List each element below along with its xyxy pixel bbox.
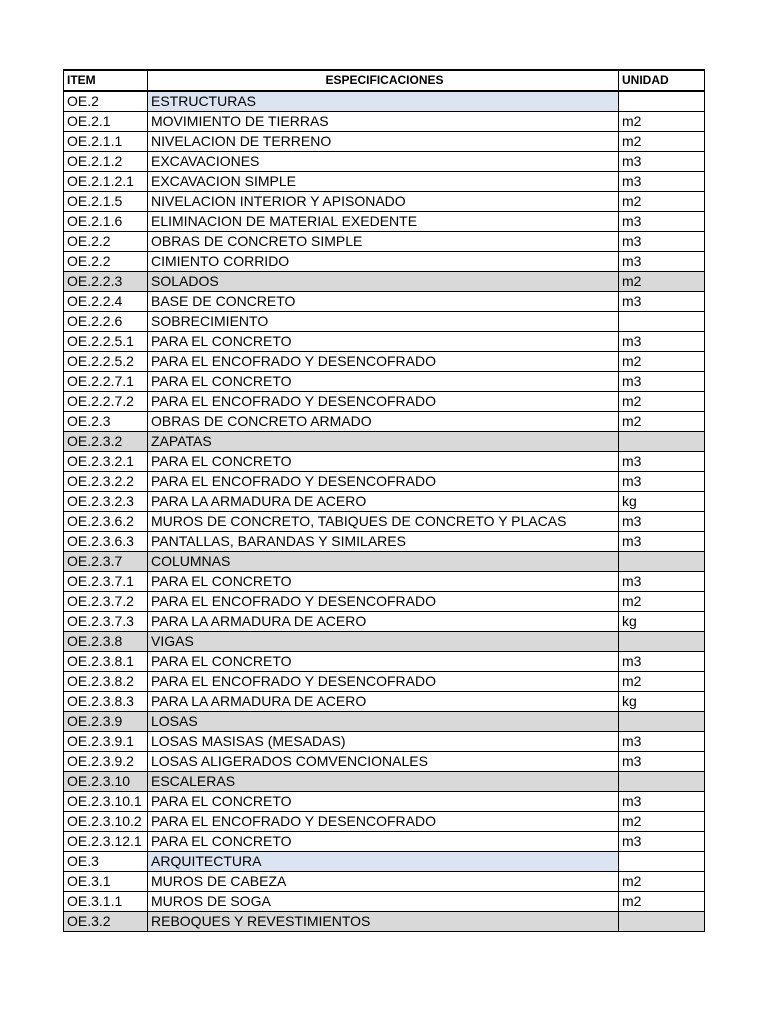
unit-cell[interactable]: m3 <box>619 472 705 492</box>
specification-cell[interactable]: CIMIENTO CORRIDO <box>148 252 619 272</box>
table-row <box>64 452 705 472</box>
specification-cell[interactable]: NIVELACION DE TERRENO <box>148 132 619 152</box>
item-cell[interactable]: OE.2.1 <box>64 112 148 132</box>
specification-cell[interactable]: PARA EL ENCOFRADO Y DESENCOFRADO <box>148 472 619 492</box>
item-cell[interactable]: OE.2.2.3 <box>64 272 148 292</box>
item-cell[interactable]: OE.2.3.9.2 <box>64 752 148 772</box>
unit-cell[interactable] <box>619 432 705 452</box>
item-cell[interactable]: OE.2.2.7.2 <box>64 392 148 412</box>
specification-cell[interactable]: PARA EL CONCRETO <box>148 652 619 672</box>
item-cell[interactable]: OE.2.1.1 <box>64 132 148 152</box>
item-cell[interactable]: OE.2.2.5.1 <box>64 332 148 352</box>
item-cell[interactable]: OE.2.2.5.2 <box>64 352 148 372</box>
table-row <box>64 892 705 912</box>
table-row <box>64 712 705 732</box>
unit-cell[interactable]: m2 <box>619 412 705 432</box>
item-cell[interactable]: OE.2.3.2.3 <box>64 492 148 512</box>
specification-cell[interactable]: ZAPATAS <box>148 432 619 452</box>
table-row <box>64 732 705 752</box>
item-cell[interactable]: OE.2.3.7.2 <box>64 592 148 612</box>
unit-cell[interactable]: m3 <box>619 832 705 852</box>
specification-cell[interactable]: LOSAS MASISAS (MESADAS) <box>148 732 619 752</box>
specification-cell[interactable]: ELIMINACION DE MATERIAL EXEDENTE <box>148 212 619 232</box>
table-row <box>64 352 705 372</box>
specification-cell[interactable]: VIGAS <box>148 632 619 652</box>
table-row <box>64 192 705 212</box>
specification-cell[interactable]: LOSAS <box>148 712 619 732</box>
specification-cell[interactable]: PARA EL CONCRETO <box>148 452 619 472</box>
specification-cell[interactable]: EXCAVACION SIMPLE <box>148 172 619 192</box>
table-row <box>64 312 705 332</box>
table-row <box>64 852 705 872</box>
item-cell[interactable]: OE.2.3.2 <box>64 432 148 452</box>
table-row <box>64 672 705 692</box>
specification-cell[interactable]: MOVIMIENTO DE TIERRAS <box>148 112 619 132</box>
item-cell[interactable]: OE.2.3.10.1 <box>64 792 148 812</box>
specification-cell[interactable]: PARA EL ENCOFRADO Y DESENCOFRADO <box>148 672 619 692</box>
table-row <box>64 652 705 672</box>
unit-cell[interactable] <box>619 852 705 872</box>
table-row <box>64 832 705 852</box>
table-row <box>64 632 705 652</box>
item-cell[interactable]: OE.2.1.2.1 <box>64 172 148 192</box>
item-cell[interactable]: OE.3.1 <box>64 872 148 892</box>
specification-cell[interactable]: COLUMNAS <box>148 552 619 572</box>
specification-cell[interactable]: REBOQUES Y REVESTIMIENTOS <box>148 912 619 932</box>
specifications-table <box>63 69 705 932</box>
unit-cell[interactable]: m3 <box>619 372 705 392</box>
item-cell[interactable]: OE.2.2.6 <box>64 312 148 332</box>
unit-cell[interactable]: m2 <box>619 272 705 292</box>
specification-cell[interactable]: NIVELACION INTERIOR Y APISONADO <box>148 192 619 212</box>
unit-cell[interactable] <box>619 632 705 652</box>
table-row <box>64 592 705 612</box>
item-cell[interactable]: OE.2.3.8.3 <box>64 692 148 712</box>
item-cell[interactable]: OE.3.2 <box>64 912 148 932</box>
table-row <box>64 552 705 572</box>
table-row <box>64 532 705 552</box>
specification-cell[interactable]: PARA EL ENCOFRADO Y DESENCOFRADO <box>148 812 619 832</box>
specification-cell[interactable]: PARA EL CONCRETO <box>148 372 619 392</box>
unit-cell[interactable]: m3 <box>619 332 705 352</box>
table-row <box>64 472 705 492</box>
unit-cell[interactable]: m2 <box>619 592 705 612</box>
item-cell[interactable]: OE.2.1.2 <box>64 152 148 172</box>
table-row <box>64 792 705 812</box>
specification-cell[interactable]: BASE DE CONCRETO <box>148 292 619 312</box>
item-cell[interactable]: OE.2.3.2.1 <box>64 452 148 472</box>
item-cell[interactable]: OE.2.2 <box>64 252 148 272</box>
table-row <box>64 112 705 132</box>
item-cell[interactable]: OE.2.3.8.1 <box>64 652 148 672</box>
unit-cell[interactable]: m2 <box>619 112 705 132</box>
table-row <box>64 492 705 512</box>
unit-cell[interactable]: m3 <box>619 172 705 192</box>
item-cell[interactable]: OE.2.3.12.1 <box>64 832 148 852</box>
header-row <box>64 70 705 91</box>
unit-cell[interactable] <box>619 912 705 932</box>
table-row <box>64 292 705 312</box>
table-row <box>64 412 705 432</box>
item-cell[interactable]: OE.2.3.10.2 <box>64 812 148 832</box>
item-cell[interactable]: OE.2.1.5 <box>64 192 148 212</box>
unit-cell[interactable]: kg <box>619 692 705 712</box>
table-row <box>64 692 705 712</box>
table-row <box>64 372 705 392</box>
item-cell[interactable]: OE.2.3.7.3 <box>64 612 148 632</box>
unit-cell[interactable]: m3 <box>619 452 705 472</box>
item-cell[interactable]: OE.2.1.6 <box>64 212 148 232</box>
specification-cell[interactable]: ESTRUCTURAS <box>148 91 619 112</box>
specification-cell[interactable]: OBRAS DE CONCRETO ARMADO <box>148 412 619 432</box>
item-cell[interactable]: OE.2.3.9 <box>64 712 148 732</box>
specification-cell[interactable]: PARA EL CONCRETO <box>148 332 619 352</box>
unit-cell[interactable]: m2 <box>619 672 705 692</box>
specification-cell[interactable]: PARA EL ENCOFRADO Y DESENCOFRADO <box>148 392 619 412</box>
specification-cell[interactable]: PANTALLAS, BARANDAS Y SIMILARES <box>148 532 619 552</box>
unit-cell[interactable] <box>619 772 705 792</box>
unit-cell[interactable]: m3 <box>619 212 705 232</box>
table-row <box>64 132 705 152</box>
table-row <box>64 332 705 352</box>
item-cell[interactable]: OE.2.3 <box>64 412 148 432</box>
unit-cell[interactable]: m3 <box>619 652 705 672</box>
specification-cell[interactable]: MUROS DE SOGA <box>148 892 619 912</box>
unit-cell[interactable]: m2 <box>619 392 705 412</box>
table-row <box>64 772 705 792</box>
table-row <box>64 812 705 832</box>
table-row <box>64 91 705 112</box>
specification-cell[interactable]: PARA EL CONCRETO <box>148 832 619 852</box>
unit-cell[interactable]: m3 <box>619 532 705 552</box>
specification-cell[interactable]: SOLADOS <box>148 272 619 292</box>
specification-cell[interactable]: PARA LA ARMADURA DE ACERO <box>148 492 619 512</box>
item-cell[interactable]: OE.2 <box>64 91 148 112</box>
unit-cell[interactable]: m3 <box>619 252 705 272</box>
specification-cell[interactable]: LOSAS ALIGERADOS COMVENCIONALES <box>148 752 619 772</box>
header-specifications[interactable]: ESPECIFICACIONES <box>148 70 619 91</box>
item-cell[interactable]: OE.2.3.6.2 <box>64 512 148 532</box>
specification-cell[interactable]: MUROS DE CABEZA <box>148 872 619 892</box>
table-row <box>64 272 705 292</box>
unit-cell[interactable]: m2 <box>619 192 705 212</box>
specification-cell[interactable]: PARA EL ENCOFRADO Y DESENCOFRADO <box>148 352 619 372</box>
unit-cell[interactable]: m3 <box>619 512 705 532</box>
item-cell[interactable]: OE.3 <box>64 852 148 872</box>
table-row <box>64 432 705 452</box>
unit-cell[interactable] <box>619 552 705 572</box>
unit-cell[interactable] <box>619 91 705 112</box>
unit-cell[interactable]: m3 <box>619 732 705 752</box>
item-cell[interactable]: OE.2.3.8 <box>64 632 148 652</box>
unit-cell[interactable]: kg <box>619 612 705 632</box>
table-row <box>64 572 705 592</box>
item-cell[interactable]: OE.2.3.8.2 <box>64 672 148 692</box>
header-unit[interactable]: UNIDAD <box>619 70 705 91</box>
unit-cell[interactable]: m2 <box>619 132 705 152</box>
item-cell[interactable]: OE.2.3.6.3 <box>64 532 148 552</box>
table-row <box>64 612 705 632</box>
specification-cell[interactable]: PARA EL CONCRETO <box>148 792 619 812</box>
specification-cell[interactable]: EXCAVACIONES <box>148 152 619 172</box>
table-row <box>64 212 705 232</box>
item-cell[interactable]: OE.2.2 <box>64 232 148 252</box>
item-cell[interactable]: OE.2.2.7.1 <box>64 372 148 392</box>
unit-cell[interactable] <box>619 312 705 332</box>
specification-cell[interactable]: PARA EL ENCOFRADO Y DESENCOFRADO <box>148 592 619 612</box>
specification-cell[interactable]: ARQUITECTURA <box>148 852 619 872</box>
table-row <box>64 752 705 772</box>
table-row <box>64 872 705 892</box>
item-cell[interactable]: OE.3.1.1 <box>64 892 148 912</box>
unit-cell[interactable]: m3 <box>619 232 705 252</box>
table-row <box>64 392 705 412</box>
item-cell[interactable]: OE.2.3.10 <box>64 772 148 792</box>
unit-cell[interactable]: m3 <box>619 792 705 812</box>
specification-cell[interactable]: PARA EL CONCRETO <box>148 572 619 592</box>
table-row <box>64 172 705 192</box>
item-cell[interactable]: OE.2.3.7 <box>64 552 148 572</box>
item-cell[interactable]: OE.2.2.4 <box>64 292 148 312</box>
table-row <box>64 232 705 252</box>
unit-cell[interactable]: m3 <box>619 752 705 772</box>
unit-cell[interactable]: m2 <box>619 872 705 892</box>
unit-cell[interactable]: m3 <box>619 292 705 312</box>
table-row <box>64 512 705 532</box>
specification-cell[interactable]: ESCALERAS <box>148 772 619 792</box>
unit-cell[interactable]: m2 <box>619 892 705 912</box>
table-body <box>64 91 705 932</box>
item-cell[interactable]: OE.2.3.9.1 <box>64 732 148 752</box>
item-cell[interactable]: OE.2.3.2.2 <box>64 472 148 492</box>
unit-cell[interactable]: m2 <box>619 812 705 832</box>
specification-cell[interactable]: PARA LA ARMADURA DE ACERO <box>148 612 619 632</box>
unit-cell[interactable]: m3 <box>619 152 705 172</box>
table-row <box>64 912 705 932</box>
table-row <box>64 152 705 172</box>
specification-cell[interactable]: MUROS DE CONCRETO, TABIQUES DE CONCRETO Y PLACAS <box>148 512 619 532</box>
specification-cell[interactable]: PARA LA ARMADURA DE ACERO <box>148 692 619 712</box>
unit-cell[interactable]: m3 <box>619 572 705 592</box>
specification-cell[interactable]: OBRAS DE CONCRETO SIMPLE <box>148 232 619 252</box>
table-row <box>64 252 705 272</box>
unit-cell[interactable]: kg <box>619 492 705 512</box>
unit-cell[interactable] <box>619 712 705 732</box>
unit-cell[interactable]: m2 <box>619 352 705 372</box>
item-cell[interactable]: OE.2.3.7.1 <box>64 572 148 592</box>
specification-cell[interactable]: SOBRECIMIENTO <box>148 312 619 332</box>
header-item[interactable]: ITEM <box>64 70 148 91</box>
